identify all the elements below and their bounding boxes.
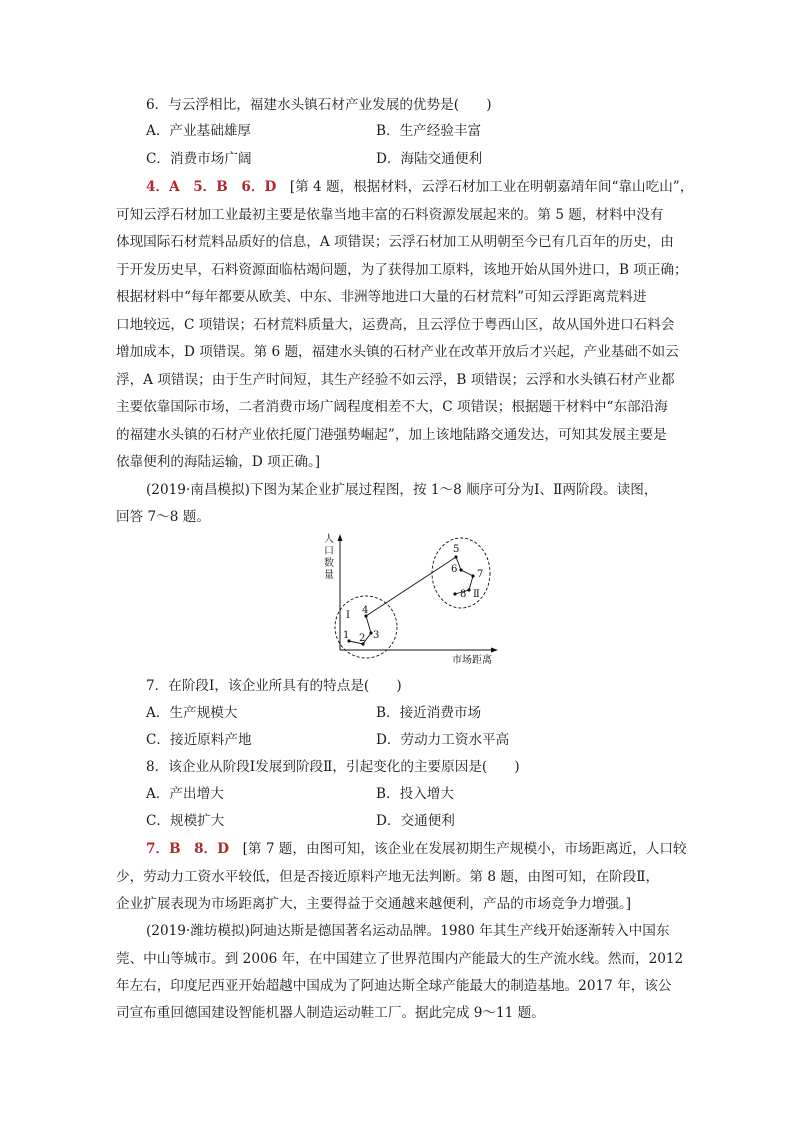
point-label: 5 — [453, 544, 460, 555]
question-6-option-d: D．海陆交通便利 — [376, 151, 483, 167]
question-7-option-a: A．生产规模大 — [146, 705, 238, 721]
y-axis-label-char: 数 — [324, 558, 334, 569]
explanation-line: 口地较远，C 项错误；石材荒料质量大，运费高，且云浮位于粤西山区，故从国外进口石料会 — [116, 317, 675, 333]
point-label: 8 — [460, 589, 467, 600]
point-label: 2 — [359, 633, 366, 644]
question-6-option-b: B．生产经验丰富 — [376, 123, 482, 139]
point-label: 7 — [477, 569, 484, 580]
question-7-option-b: B．接近消费市场 — [376, 705, 482, 721]
point-8 — [453, 592, 456, 595]
explanation-line: 企业扩展表现为市场距离扩大，主要得益于交通越来越便利，产品的市场竞争力增强。] — [116, 896, 632, 912]
y-axis-label-char: 口 — [324, 546, 334, 557]
explanation-line: 于开发历史早，石料资源面临枯竭问题，为了获得加工原料，该地开始从国外进口，B 项正确； — [116, 262, 688, 278]
stage-2-label: Ⅱ — [473, 589, 480, 600]
point-6 — [459, 568, 462, 571]
question-8-stem: 8．该企业从阶段Ⅰ发展到阶段Ⅱ，引起变化的主要原因是( ) — [146, 759, 520, 775]
question-8-option-d: D．交通便利 — [376, 813, 455, 829]
answer-6-letter: D — [264, 179, 277, 195]
x-axis-label: 市场距离 — [452, 655, 492, 666]
answer-4-6-first-line — [146, 174, 693, 200]
explanation-line: 主要依靠国际市场，二者消费市场广阔程度相差不大，C 项错误；根据题干材料中“东部沿海 — [116, 399, 668, 415]
point-label: 1 — [343, 630, 350, 641]
point-label: 4 — [362, 605, 369, 616]
answer-7-number: 7． — [146, 841, 170, 857]
question-6-option-c: C．消费市场广阔 — [146, 151, 252, 167]
explanation-text: [第 4 题，根据材料，云浮石材加工业在明朝嘉靖年间“靠山吃山”， — [276, 179, 694, 195]
answer-8-letter: D — [217, 841, 230, 857]
answer-7-8-first-line — [146, 836, 687, 862]
point-8-corner — [467, 588, 470, 591]
intro-7-8-line: (2019·南昌模拟)下图为某企业扩展过程图，按 1～8 顺序可分为Ⅰ、Ⅱ两阶段。读图， — [146, 482, 658, 498]
question-7-stem: 7．在阶段Ⅰ，该企业所具有的特点是( ) — [146, 678, 402, 694]
explanation-line: 依靠便利的海陆运输，D 项正确。] — [116, 454, 321, 470]
stage-1-label: Ⅰ — [346, 610, 350, 621]
answer-7-letter: B — [169, 841, 181, 857]
question-6-stem: 6．与云浮相比，福建水头镇石材产业发展的优势是( ) — [146, 97, 492, 113]
question-6-option-a: A．产业基础雄厚 — [146, 123, 251, 139]
enterprise-expansion-diagram — [318, 530, 498, 670]
y-axis-label-char: 量 — [324, 570, 334, 581]
intro-9-11-line: 莞、中山等城市。到 2006 年，在中国建立了世界范围内产能最大的生产流水线。然而，2012 — [116, 951, 684, 967]
point-7 — [471, 574, 474, 577]
x-axis-arrow — [491, 648, 498, 653]
explanation-line: 体现国际石材荒料品质好的信息，A 项错误；云浮石材加工从明朝至今已有几百年的历史，由 — [116, 234, 674, 250]
explanation-line: 增加成本，D 项错误。第 6 题，福建水头镇的石材产业在改革开放后才兴起，产业基础不如云 — [116, 344, 679, 360]
y-axis-arrow — [338, 534, 343, 541]
point-5 — [454, 555, 457, 558]
question-7-option-d: D．劳动力工资水平高 — [376, 732, 510, 748]
question-8-option-a: A．产出增大 — [146, 786, 224, 802]
answer-4-letter: A — [169, 179, 180, 195]
explanation-line: 少，劳动力工资水平较低，但是否接近原料产地无法判断。第 8 题，由图可知，在阶段Ⅱ， — [116, 869, 660, 885]
answer-6-number: 6． — [227, 179, 265, 195]
question-7-option-c: C．接近原料产地 — [146, 732, 252, 748]
intro-9-11-line: (2019·潍坊模拟)阿迪达斯是德国著名运动品牌。1980 年其生产线开始逐渐转入中国东 — [146, 923, 670, 939]
explanation-text: [第 7 题，由图可知，该企业在发展初期生产规模小，市场距离近，人口较 — [229, 841, 687, 857]
intro-9-11-line: 年左右，印度尼西亚开始超越中国成为了阿迪达斯全球产能最大的制造基地。2017 年，该公 — [116, 978, 672, 994]
question-8-option-b: B．投入增大 — [376, 786, 454, 802]
answer-8-number: 8． — [180, 841, 218, 857]
y-axis-label-char: 人 — [324, 534, 334, 545]
point-label: 6 — [451, 564, 458, 575]
explanation-line: 根据材料中“每年都要从欧美、中东、非洲等地进口大量的石材荒料”可知云浮距离荒料进 — [116, 289, 647, 305]
point-label: 3 — [373, 630, 380, 641]
intro-9-11-line: 司宣布重回德国建设智能机器人制造运动鞋工厂。据此完成 9～11 题。 — [116, 1005, 545, 1021]
answer-4-number: 4． — [146, 179, 170, 195]
explanation-line: 的福建水头镇的石材产业依托厦门港强势崛起”，加上该地陆路交通发达，可知其发展主要是 — [116, 427, 667, 443]
intro-7-8-line: 回答 7～8 题。 — [116, 509, 210, 525]
answer-5-letter: B — [216, 179, 228, 195]
explanation-line: 可知云浮石材加工业最初主要是依靠当地丰富的石料资源发展起来的。第 5 题，材料中没有 — [116, 207, 664, 223]
answer-5-number: 5． — [179, 179, 217, 195]
question-8-option-c: C．规模扩大 — [146, 813, 225, 829]
explanation-line: 浮，A 项错误；由于生产时间短，其生产经验不如云浮，B 项错误；云浮和水头镇石材产业都 — [116, 372, 675, 388]
